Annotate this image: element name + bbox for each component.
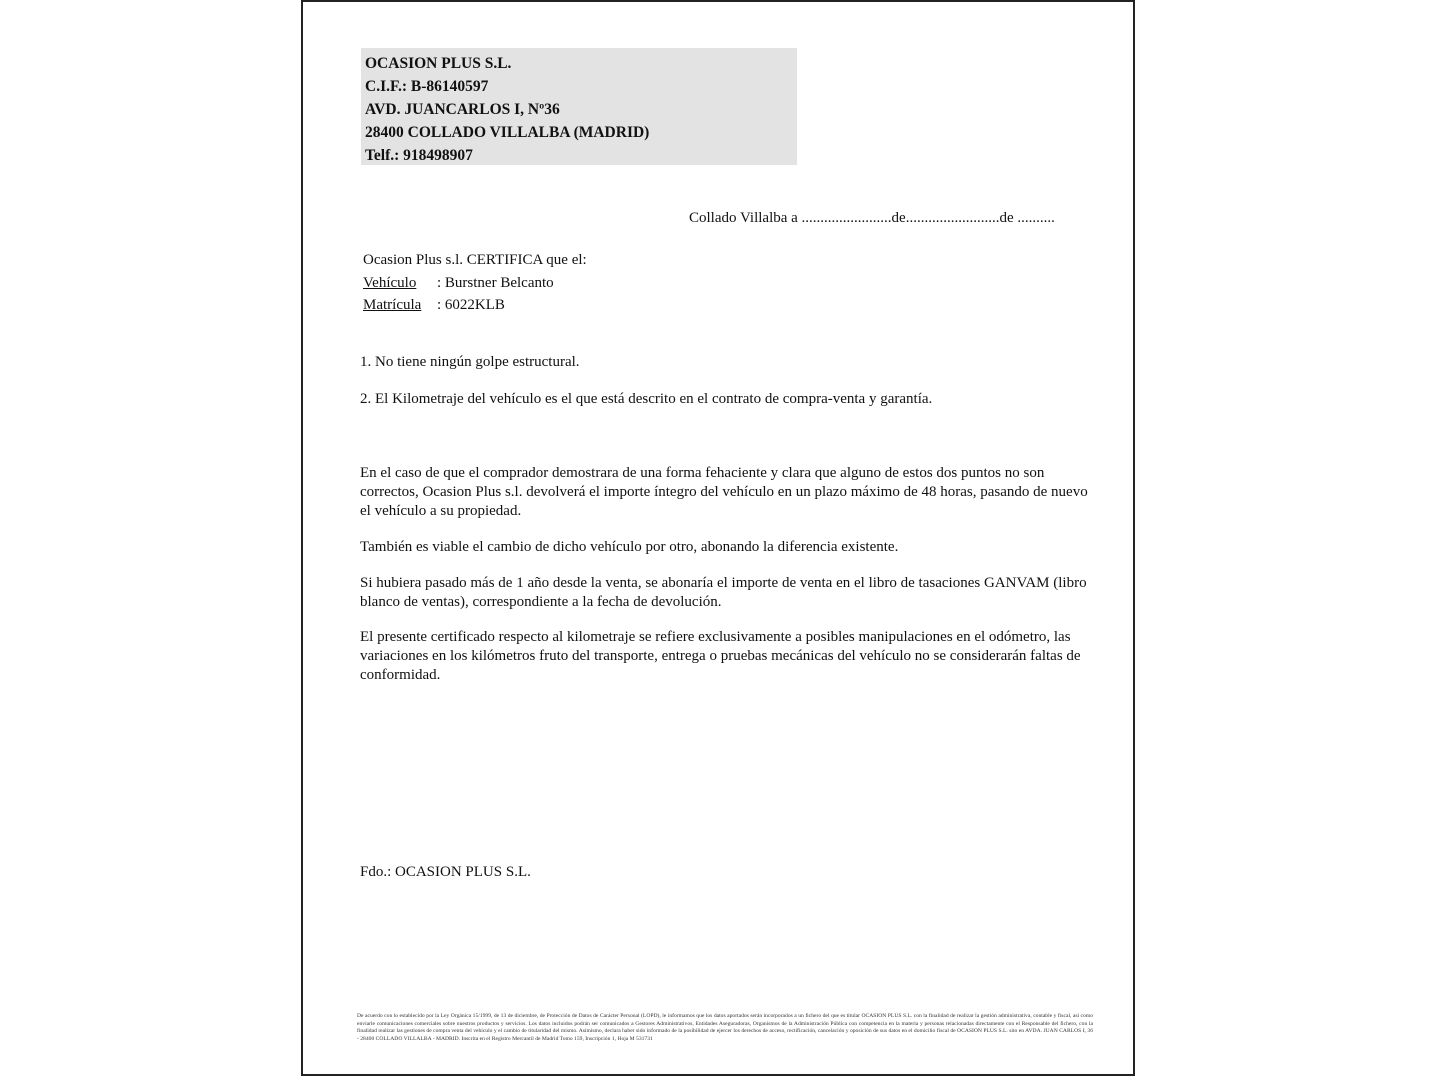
point-1: 1. No tiene ningún golpe estructural. bbox=[360, 354, 580, 370]
matricula-label: Matrícula bbox=[363, 297, 422, 313]
paragraph-odometer: El presente certificado respecto al kilometraje se refiere exclusivamente a posibles manipulaciones en el odómetro, las variaciones en los kilómetros fruto del transporte, entrega o pruebas mecánicas del vehículo no se considerarán faltas de conformidad. bbox=[360, 629, 1081, 683]
document-page bbox=[301, 0, 1135, 1076]
certifica-line: Ocasion Plus s.l. CERTIFICA que el: bbox=[363, 252, 587, 268]
company-name: OCASION PLUS S.L. bbox=[365, 55, 512, 72]
vehiculo-label: Vehículo bbox=[363, 275, 417, 291]
paragraph-exchange: También es viable el cambio de dicho vehículo por otro, abonando la diferencia existente. bbox=[360, 539, 899, 555]
company-address: AVD. JUANCARLOS I, Nº36 bbox=[365, 101, 560, 118]
company-city: 28400 COLLADO VILLALBA (MADRID) bbox=[365, 124, 650, 141]
signature-line: Fdo.: OCASION PLUS S.L. bbox=[360, 864, 531, 880]
vehiculo-value: : Burstner Belcanto bbox=[437, 275, 554, 291]
legal-footer: De acuerdo con lo establecido por la Ley Orgánica 15/1999, de 13 de diciembre, de Protección de Datos de Carácter Personal (LOPD), le informamos que los datos aportados serán incorporados a un fichero del que es titular OCASION PLUS S.L. con la finalidad de realizar la gestión administrativa, contable y fiscal, así como enviarle comunicaciones comerciales sobre nuestros productos y servicios. Los datos incluidos podrán ser comunicados a Gestores Administrativos, Entidades Aseguradoras, Organismos de la Administración Pública con competencia en la materia y personas relacionadas directamente con el Responsable del fichero, con la finalidad realizar las gestiones de compra venta del vehículo y el cambio de titularidad del mismo. Asimismo, declara haber sido informado de la posibilidad de ejercer los derechos de acceso, rectificación, cancelación y oposición de sus datos en el domicilio fiscal de OCASION PLUS S.L. sito en AVDA. JUAN CARLOS I, 36 - 28400 COLLADO VILLALBA - MADRID. Inscrita en el Registro Mercantil de Madrid Tomo 159, Inscripción 1, Hoja M 531731 bbox=[357, 1013, 1093, 1042]
point-2: 2. El Kilometraje del vehículo es el que está descrito en el contrato de compra-venta y garantía. bbox=[360, 391, 933, 407]
vehiculo-row bbox=[363, 275, 554, 292]
date-line: Collado Villalba a ........................de.........................de .......... bbox=[689, 210, 1055, 226]
company-cif: C.I.F.: B-86140597 bbox=[365, 78, 489, 95]
paragraph-ganvam: Si hubiera pasado más de 1 año desde la venta, se abonaría el importe de venta en el libro de tasaciones GANVAM (libro blanco de ventas), correspondiente a la fecha de devolución. bbox=[360, 575, 1087, 610]
company-phone: Telf.: 918498907 bbox=[365, 147, 473, 164]
paragraph-refund: En el caso de que el comprador demostrara de una forma fehaciente y clara que alguno de estos dos puntos no son correctos, Ocasion Plus s.l. devolverá el importe íntegro del vehículo en un plazo máximo de 48 horas, pasando de nuevo el vehículo a su propiedad. bbox=[360, 465, 1088, 519]
matricula-value: : 6022KLB bbox=[437, 297, 505, 313]
company-header-box bbox=[361, 48, 797, 165]
matricula-row bbox=[363, 297, 505, 314]
